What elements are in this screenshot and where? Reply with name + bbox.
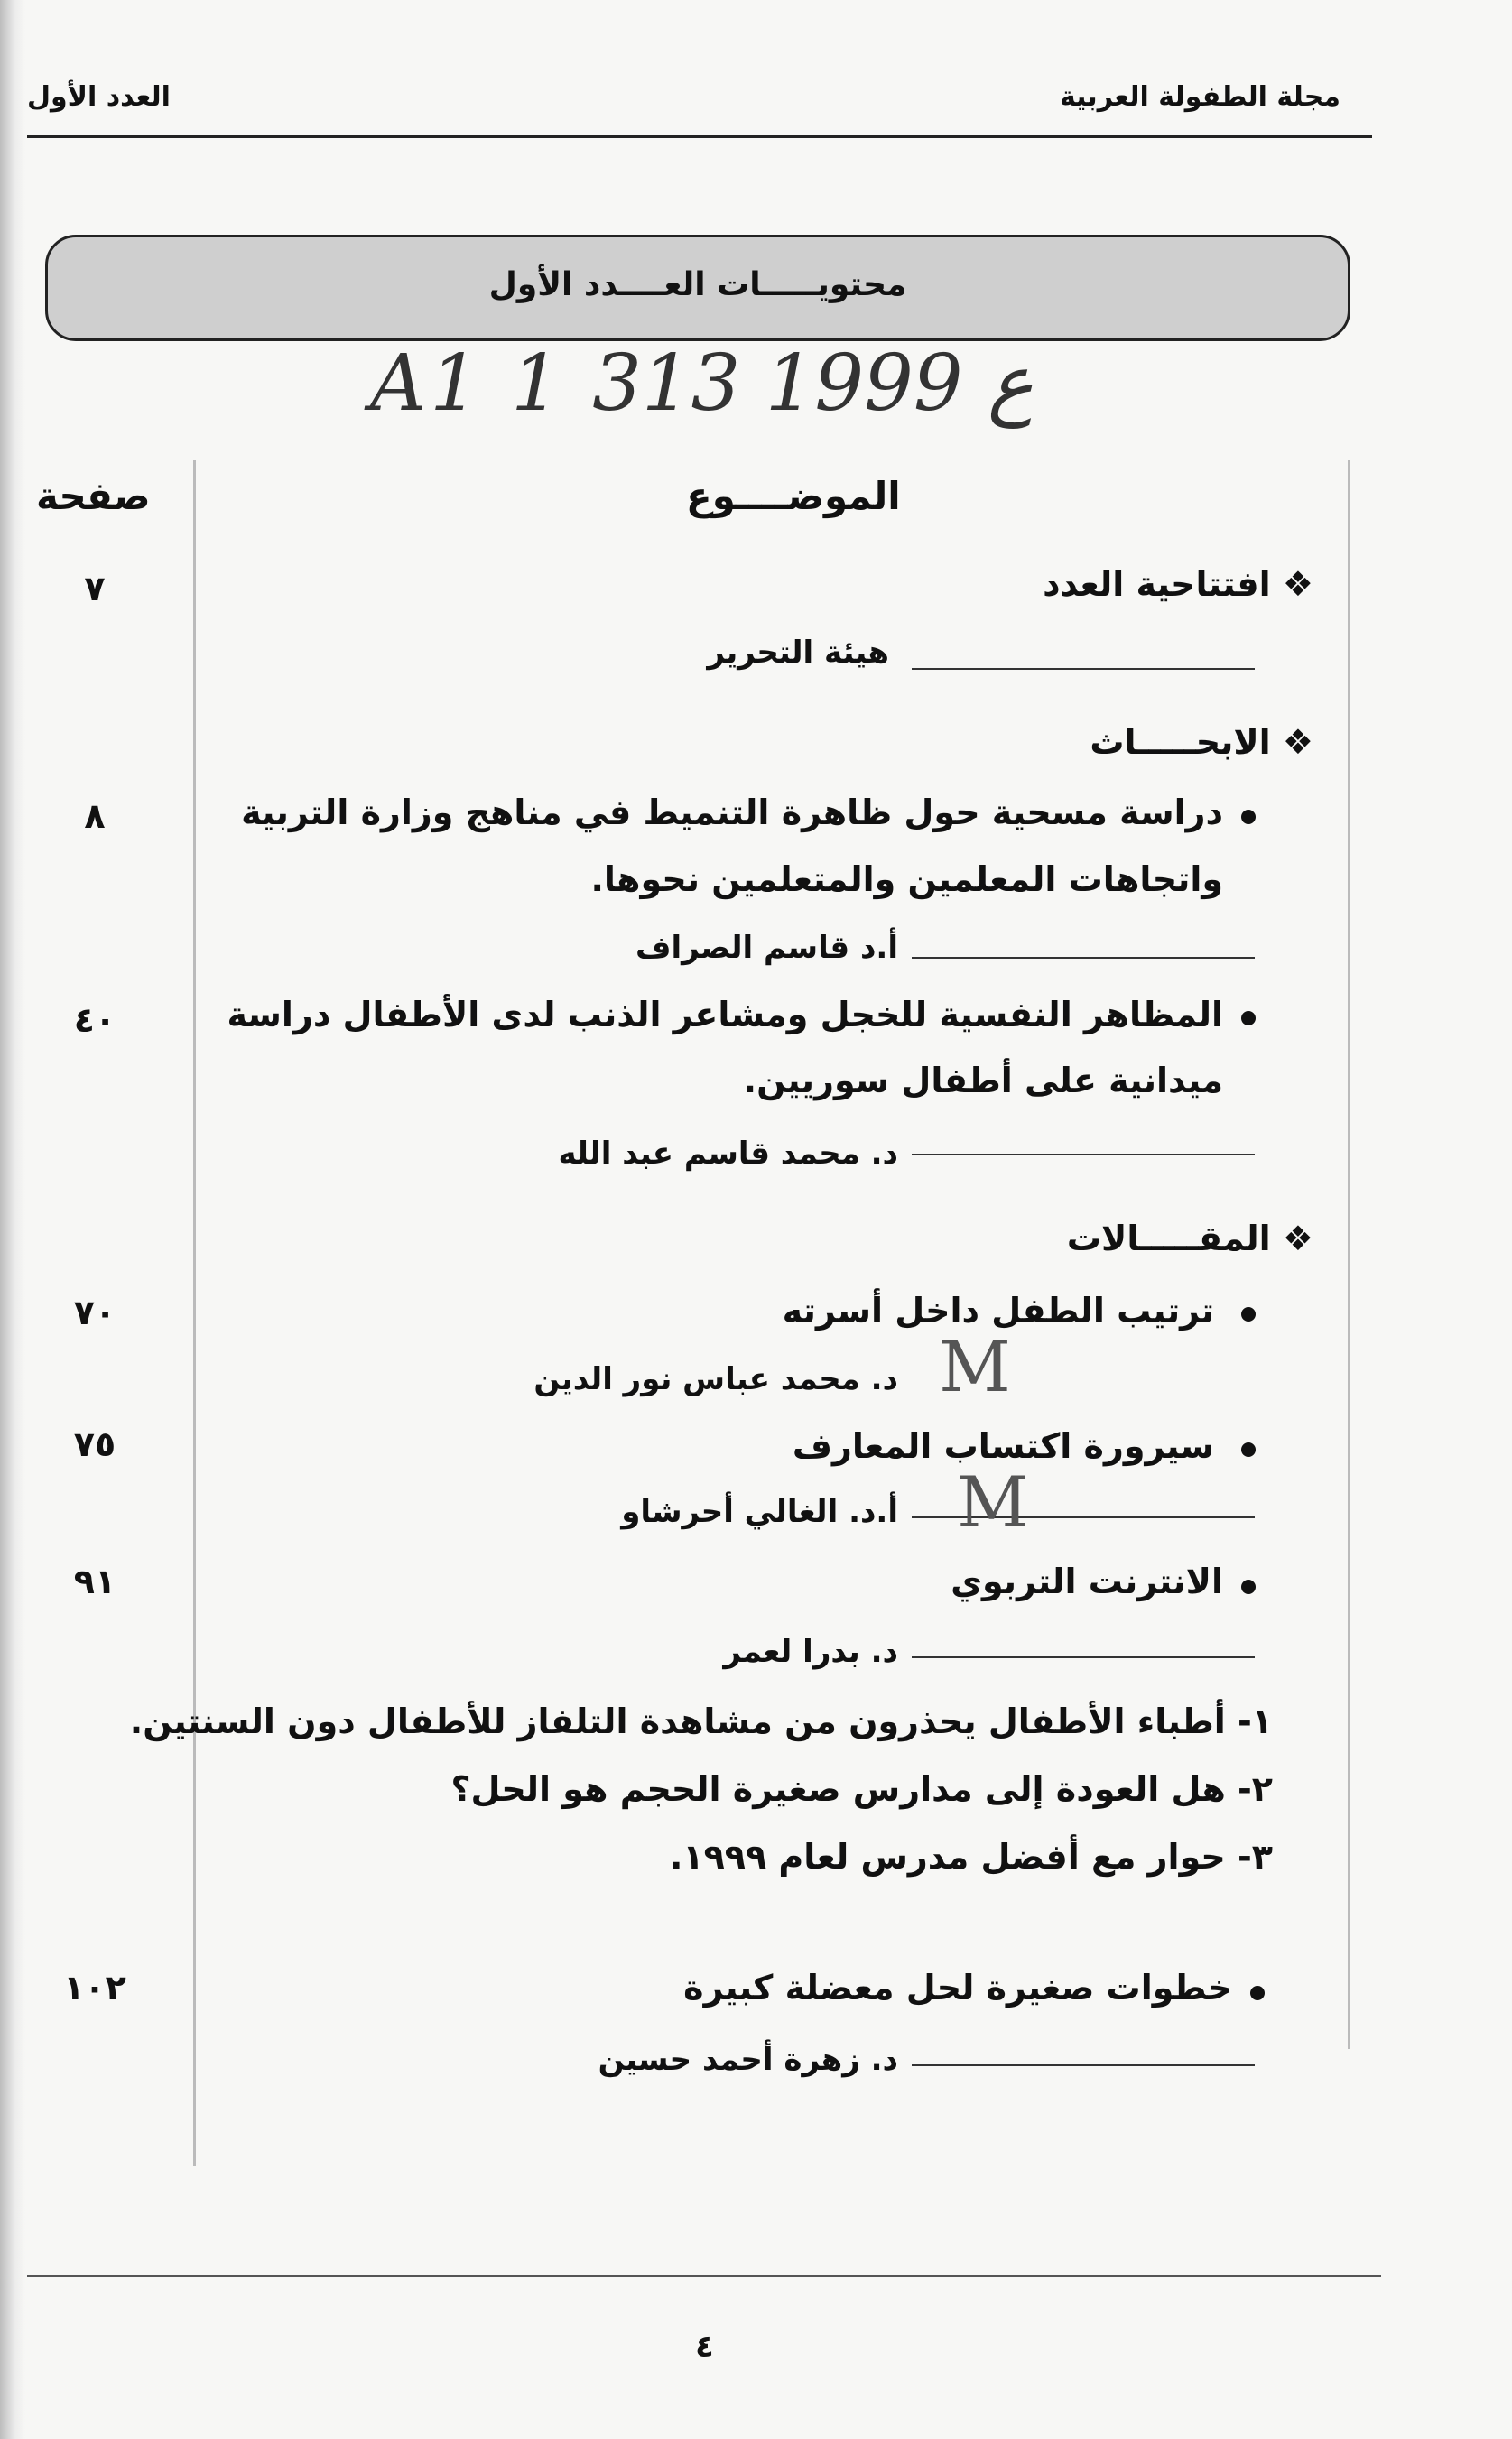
page-article-4: ١٠٢ (63, 1968, 126, 2008)
section-research (1090, 722, 1313, 762)
research-2-line1: المظاهر النفسية للخجل ومشاعر الذنب لدى الأطفال دراسة (227, 995, 1223, 1034)
header-rule (27, 135, 1372, 138)
page-research-2: ٤٠ (73, 1000, 116, 1040)
footer-rule (27, 2275, 1381, 2277)
section-articles (1067, 1219, 1313, 1258)
research-2-line2: ميدانية على أطفال سوريين. (743, 1061, 1223, 1100)
section-title: المقـــــالات (1066, 1219, 1271, 1258)
news-item-1: ١- أطباء الأطفال يحذرون من مشاهدة التلفاز للأطفال دون السنتين. (129, 1702, 1273, 1741)
topic-header: الموضــــوع (686, 474, 901, 518)
column-divider (193, 460, 196, 2166)
news-item-2: ٢- هل العودة إلى مدارس صغيرة الحجم هو الحل؟ (450, 1769, 1273, 1809)
page-article-2: ٧٥ (73, 1424, 116, 1464)
author-article-2: أ.د. الغالي أحرشاو (621, 1494, 898, 1530)
research-1-line1: دراسة مسحية حول ظاهرة التنميط في مناهج وزارة التربية (241, 793, 1223, 832)
footer-page-number: ٤ (695, 2329, 714, 2365)
article-4-title: خطوات صغيرة لحل معضلة كبيرة (683, 1968, 1232, 2008)
author-research-2: د. محمد قاسم عبد الله (558, 1136, 898, 1172)
article-1-title: ترتيب الطفل داخل أسرته (782, 1291, 1214, 1331)
bullet-icon (1241, 1307, 1256, 1322)
page-article-3: ٩١ (73, 1562, 116, 1601)
author-editorial: هيئة التحرير (707, 635, 889, 671)
author-research-1: أ.د قاسم الصراف (635, 930, 898, 966)
page-research-1: ٨ (84, 796, 106, 836)
right-border (1348, 460, 1350, 2049)
author-line (912, 2064, 1255, 2066)
author-line (912, 668, 1255, 670)
article-2-title: سيرورة اكتساب المعارف (792, 1426, 1214, 1466)
research-1-line2: واتجاهات المعلمين والمتعلمين نحوها. (590, 859, 1223, 899)
scan-shadow (0, 0, 25, 2439)
section-title: افتتاحية العدد (1043, 564, 1271, 604)
bullet-icon (1241, 1580, 1256, 1594)
news-item-3: ٣- حوار مع أفضل مدرس لعام ١٩٩٩. (669, 1837, 1273, 1877)
margin-mark-1: M (939, 1327, 1011, 1408)
margin-mark-2: M (957, 1462, 1029, 1544)
banner-title: محتويـــــات العــــدد الأول (488, 266, 907, 303)
bullet-icon (1241, 1011, 1256, 1025)
issue-label: العدد الأول (27, 81, 171, 113)
author-line (912, 957, 1255, 959)
author-article-1: د. محمد عباس نور الدين (533, 1361, 898, 1397)
author-article-3: د. بدرا لعمر (723, 1634, 898, 1670)
page-header: صفحة (36, 474, 151, 518)
section-mark-icon: ❖ (1282, 1219, 1313, 1258)
handwritten-code: A1 1 ع 1999 313 (370, 338, 1034, 429)
article-3-title: الانترنت التربوي (951, 1562, 1223, 1601)
author-line (912, 1656, 1255, 1658)
section-editorial (1043, 564, 1313, 604)
section-mark-icon: ❖ (1282, 722, 1313, 762)
author-article-4: د. زهرة أحمد حسين (598, 2042, 898, 2078)
bullet-icon (1250, 1986, 1265, 2000)
contents-banner (45, 235, 1350, 341)
journal-name: مجلة الطفولة العربية (1059, 81, 1340, 113)
section-title: الابحـــــاث (1090, 722, 1271, 762)
author-line (912, 1154, 1255, 1155)
section-mark-icon: ❖ (1282, 564, 1313, 604)
bullet-icon (1241, 810, 1256, 824)
page-article-1: ٧٠ (73, 1293, 116, 1332)
bullet-icon (1241, 1442, 1256, 1457)
page-editorial: ٧ (84, 569, 106, 608)
